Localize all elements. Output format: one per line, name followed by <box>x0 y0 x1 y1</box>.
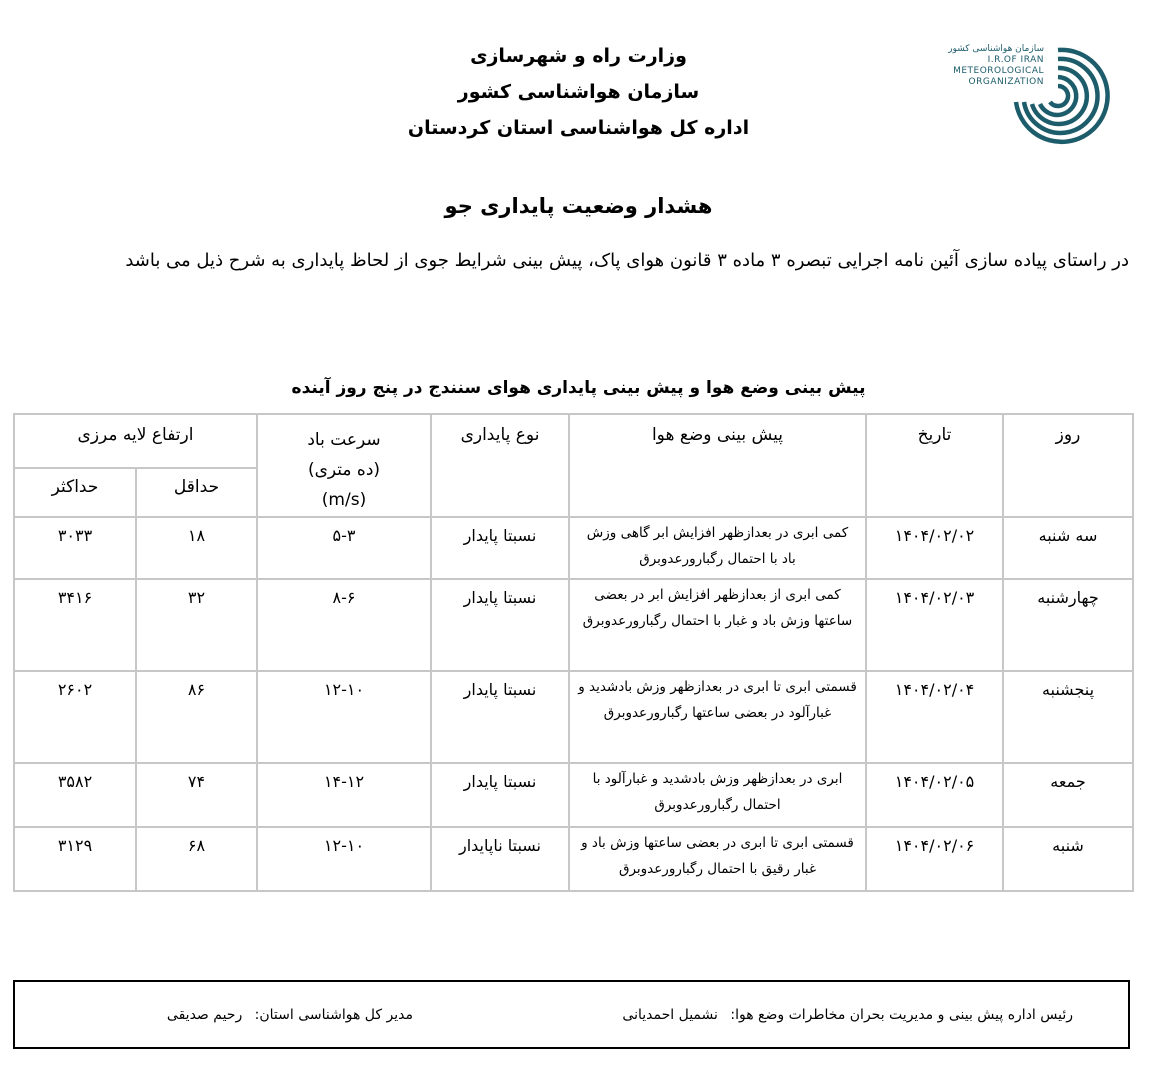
logo-english-line-1: I.R.OF IRAN <box>987 55 1044 65</box>
row-date: ۱۴۰۴/۰۲/۰۲ <box>866 517 1003 579</box>
logo-persian-text: سازمان هواشناسی کشور <box>948 44 1044 54</box>
intro-paragraph: در راستای پیاده سازی آئین نامه اجرایی تبصره ۳ ماده ۳ قانون هوای پاک، پیش بینی شرایط جوی از لحاظ پایداری به شرح ذیل می باشد <box>125 250 1129 271</box>
row-day: شنبه <box>1003 827 1133 891</box>
logo-english-line-3: ORGANIZATION <box>968 77 1044 87</box>
table-row <box>14 579 1133 671</box>
forecast-table <box>13 413 1134 892</box>
organization-name: سازمان هواشناسی کشور <box>457 81 700 103</box>
row-min: ۶۸ <box>136 827 257 891</box>
row-stability: نسبتا پایدار <box>431 517 569 579</box>
header-max: حداکثر <box>14 468 136 517</box>
header-wind-line-1: سرعت باد <box>307 430 381 450</box>
header-stability: نوع پایداری <box>431 414 569 517</box>
forecast-head-title: رئیس اداره پیش بینی و مدیریت بحران مخاطرات وضع هوا: <box>730 1007 1073 1023</box>
table-row <box>14 763 1133 827</box>
row-date: ۱۴۰۴/۰۲/۰۴ <box>866 671 1003 763</box>
header-weather: پیش بینی وضع هوا <box>569 414 866 517</box>
row-min: ۸۶ <box>136 671 257 763</box>
row-stability: نسبتا ناپایدار <box>431 827 569 891</box>
ministry-name: وزارت راه و شهرسازی <box>470 45 687 67</box>
table-row <box>14 517 1133 579</box>
row-date: ۱۴۰۴/۰۲/۰۳ <box>866 579 1003 671</box>
row-day: جمعه <box>1003 763 1133 827</box>
header-wind-speed <box>257 414 431 517</box>
row-max: ۳۰۳۳ <box>14 517 136 579</box>
document-header <box>0 38 1157 146</box>
header-wind-line-2: (ده متری) <box>307 460 381 480</box>
document-title: هشدار وضعیت پایداری جو <box>444 194 713 218</box>
header-day: روز <box>1003 414 1133 517</box>
table-title: پیش بینی وضع هوا و پیش بینی پایداری هوای سنندج در پنج روز آینده <box>291 378 866 398</box>
row-wind: ۸-۶ <box>257 579 431 671</box>
header-boundary-layer: ارتفاع لایه مرزی <box>14 414 257 468</box>
row-wind: ۱۲-۱۰ <box>257 827 431 891</box>
row-day: چهارشنبه <box>1003 579 1133 671</box>
row-weather: ابری در بعدازظهر وزش بادشدید و غبارآلود با احتمال رگبارورعدوبرق <box>569 763 866 827</box>
signature-box <box>13 980 1130 1049</box>
row-wind: ۵-۳ <box>257 517 431 579</box>
director-signature <box>167 1007 413 1023</box>
row-max: ۳۵۸۲ <box>14 763 136 827</box>
row-weather: کمی ابری از بعدازظهر افزایش ابر در بعضی ساعتها وزش باد و غبار با احتمال رگبارورعدوبرق <box>569 579 866 671</box>
table-row <box>14 671 1133 763</box>
header-date: تاریخ <box>866 414 1003 517</box>
row-max: ۳۱۲۹ <box>14 827 136 891</box>
department-name: اداره کل هواشناسی استان کردستان <box>407 117 750 139</box>
row-stability: نسبتا پایدار <box>431 763 569 827</box>
director-title: مدیر کل هواشناسی استان: <box>254 1007 413 1023</box>
header-wind-line-3: (m/s) <box>321 490 367 510</box>
row-min: ۱۸ <box>136 517 257 579</box>
logo-english-line-2: METEOROLOGICAL <box>953 66 1044 76</box>
row-wind: ۱۴-۱۲ <box>257 763 431 827</box>
row-date: ۱۴۰۴/۰۲/۰۶ <box>866 827 1003 891</box>
row-weather: قسمتی ابری تا ابری در بعدازظهر وزش بادشدید و غبارآلود در بعضی ساعتها رگبارورعدوبرق <box>569 671 866 763</box>
row-date: ۱۴۰۴/۰۲/۰۵ <box>866 763 1003 827</box>
row-weather: قسمتی ابری تا ابری در بعضی ساعتها وزش باد و غبار رقیق با احتمال رگبارورعدوبرق <box>569 827 866 891</box>
row-weather: کمی ابری در بعدازظهر افزایش ابر گاهی وزش باد با احتمال رگبارورعدوبرق <box>569 517 866 579</box>
forecast-head-signature <box>622 1007 1073 1023</box>
table-row <box>14 827 1133 891</box>
row-day: سه شنبه <box>1003 517 1133 579</box>
row-stability: نسبتا پایدار <box>431 671 569 763</box>
row-wind: ۱۲-۱۰ <box>257 671 431 763</box>
header-min: حداقل <box>136 468 257 517</box>
row-day: پنجشنبه <box>1003 671 1133 763</box>
row-min: ۳۲ <box>136 579 257 671</box>
row-min: ۷۴ <box>136 763 257 827</box>
row-max: ۲۶۰۲ <box>14 671 136 763</box>
row-max: ۳۴۱۶ <box>14 579 136 671</box>
director-name: رحیم صدیقی <box>166 1007 243 1023</box>
row-stability: نسبتا پایدار <box>431 579 569 671</box>
forecast-head-name: نشمیل احمدیانی <box>622 1007 718 1023</box>
